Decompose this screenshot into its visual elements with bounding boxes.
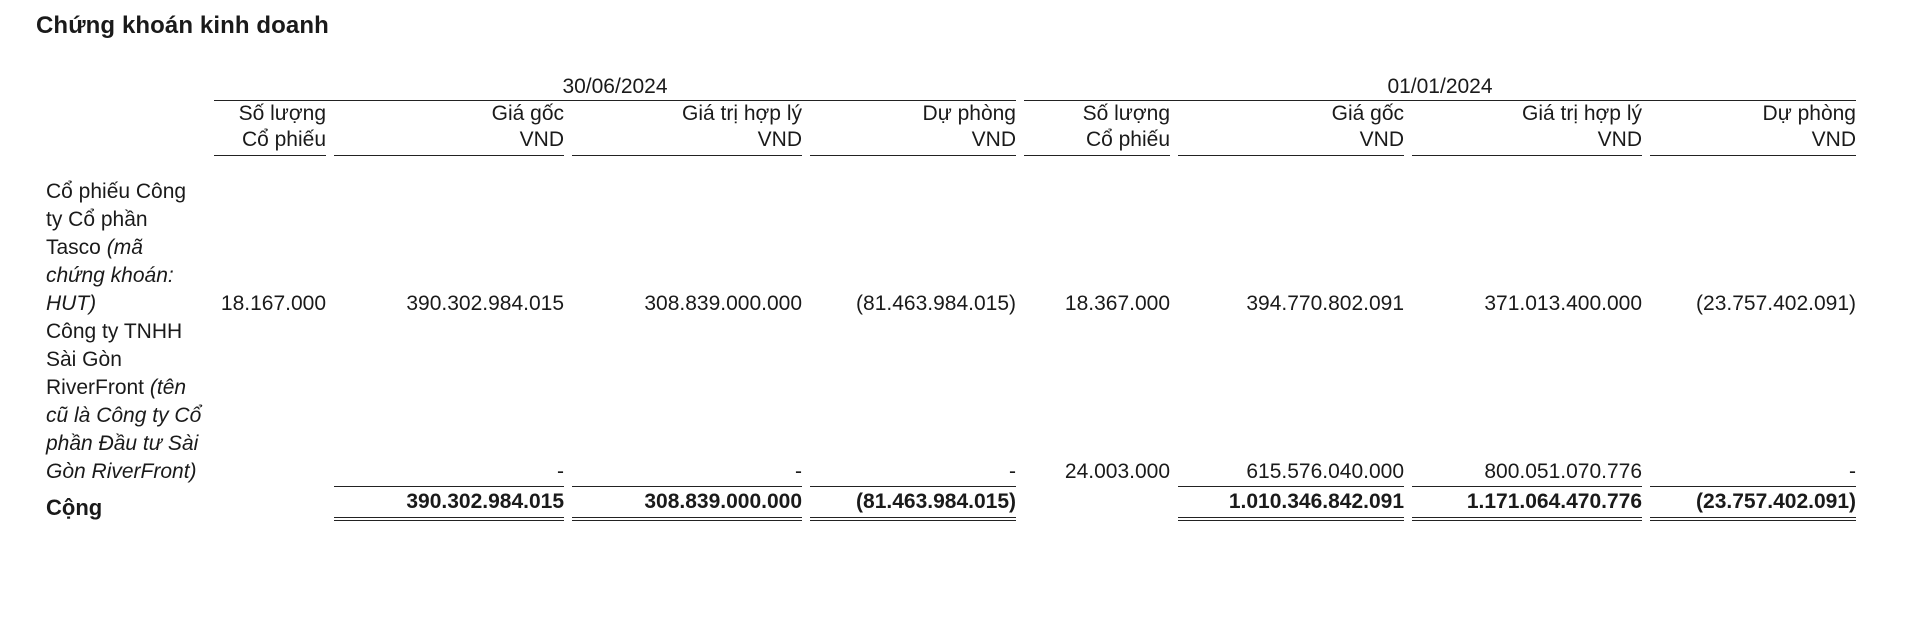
- total-value: 1.010.346.842.091: [1178, 486, 1404, 521]
- row-label-main: Cổ phiếu Công ty Cổ phần Tasco: [46, 180, 187, 259]
- column-header-line1: Giá gốc: [491, 102, 564, 125]
- spacer-row: [46, 156, 1856, 178]
- cell-value: -: [1849, 460, 1856, 483]
- column-header-line2: VND: [1811, 128, 1856, 151]
- cell-value: 394.770.802.091: [1246, 292, 1404, 315]
- total-value: [214, 486, 326, 521]
- column-header-row: [46, 101, 1856, 156]
- row-label: [46, 318, 206, 486]
- column-header-fair-value: [1412, 101, 1642, 156]
- period-date-2: 01/01/2024: [1024, 72, 1856, 101]
- cell-value: (23.757.402.091): [1696, 292, 1856, 315]
- period-date-1: 30/06/2024: [214, 72, 1016, 101]
- column-header-provision: [1650, 101, 1856, 156]
- row-label-italic: (mã chứng khoán: HUT): [46, 236, 174, 315]
- header-blank: [46, 72, 206, 101]
- header-blank: [46, 101, 206, 156]
- column-header-cost: [1178, 101, 1404, 156]
- table-row: [46, 318, 1856, 486]
- row-label: [46, 178, 206, 318]
- column-header-line1: Giá trị hợp lý: [1522, 102, 1642, 125]
- cell-value: 615.576.040.000: [1246, 460, 1404, 483]
- cell-value: -: [1009, 460, 1016, 483]
- total-row: [46, 486, 1856, 521]
- column-header-line1: Dự phòng: [1762, 102, 1856, 125]
- column-header-line2: Cổ phiếu: [1085, 128, 1170, 151]
- column-header-line2: VND: [519, 128, 564, 151]
- column-header-line2: Cổ phiếu: [241, 128, 326, 151]
- total-value: [1024, 486, 1170, 521]
- total-value: 1.171.064.470.776: [1412, 486, 1642, 521]
- column-header-cost: [334, 101, 564, 156]
- column-header-line2: VND: [971, 128, 1016, 151]
- cell-value: 24.003.000: [1064, 460, 1170, 483]
- section-title: Chứng khoán kinh doanh: [36, 12, 329, 39]
- cell-value: (81.463.984.015): [856, 292, 1016, 315]
- cell-value: 800.051.070.776: [1484, 460, 1642, 483]
- cell-value: 18.367.000: [1064, 292, 1170, 315]
- cell-value: -: [557, 460, 564, 483]
- column-header-line1: Số lượng: [1082, 102, 1170, 125]
- trading-securities-table: [38, 72, 1864, 521]
- column-header-quantity: [1024, 101, 1170, 156]
- column-header-line1: Dự phòng: [922, 102, 1016, 125]
- column-header-line2: VND: [1359, 128, 1404, 151]
- cell-value: 371.013.400.000: [1484, 292, 1642, 315]
- column-header-line1: Giá trị hợp lý: [682, 102, 802, 125]
- total-label: Cộng: [46, 495, 103, 520]
- column-header-quantity: [214, 101, 326, 156]
- column-header-line2: VND: [757, 128, 802, 151]
- column-header-fair-value: [572, 101, 802, 156]
- cell-value: 390.302.984.015: [406, 292, 564, 315]
- period-header-row: [46, 72, 1856, 101]
- total-value: (81.463.984.015): [810, 486, 1016, 521]
- total-value: (23.757.402.091): [1650, 486, 1856, 521]
- cell-value: [214, 318, 326, 486]
- cell-value: -: [795, 460, 802, 483]
- cell-value: 18.167.000: [220, 292, 326, 315]
- column-header-provision: [810, 101, 1016, 156]
- column-header-line1: Số lượng: [238, 102, 326, 125]
- column-header-line1: Giá gốc: [1331, 102, 1404, 125]
- cell-value: 308.839.000.000: [644, 292, 802, 315]
- column-header-line2: VND: [1597, 128, 1642, 151]
- total-value: 390.302.984.015: [334, 486, 564, 521]
- total-value: 308.839.000.000: [572, 486, 802, 521]
- row-label-main: Công ty TNHH Sài Gòn RiverFront: [46, 320, 183, 399]
- row-label-italic: (tên cũ là Công ty Cổ phần Đầu tư Sài Gòn RiverFront): [46, 376, 202, 483]
- table-row: [46, 178, 1856, 318]
